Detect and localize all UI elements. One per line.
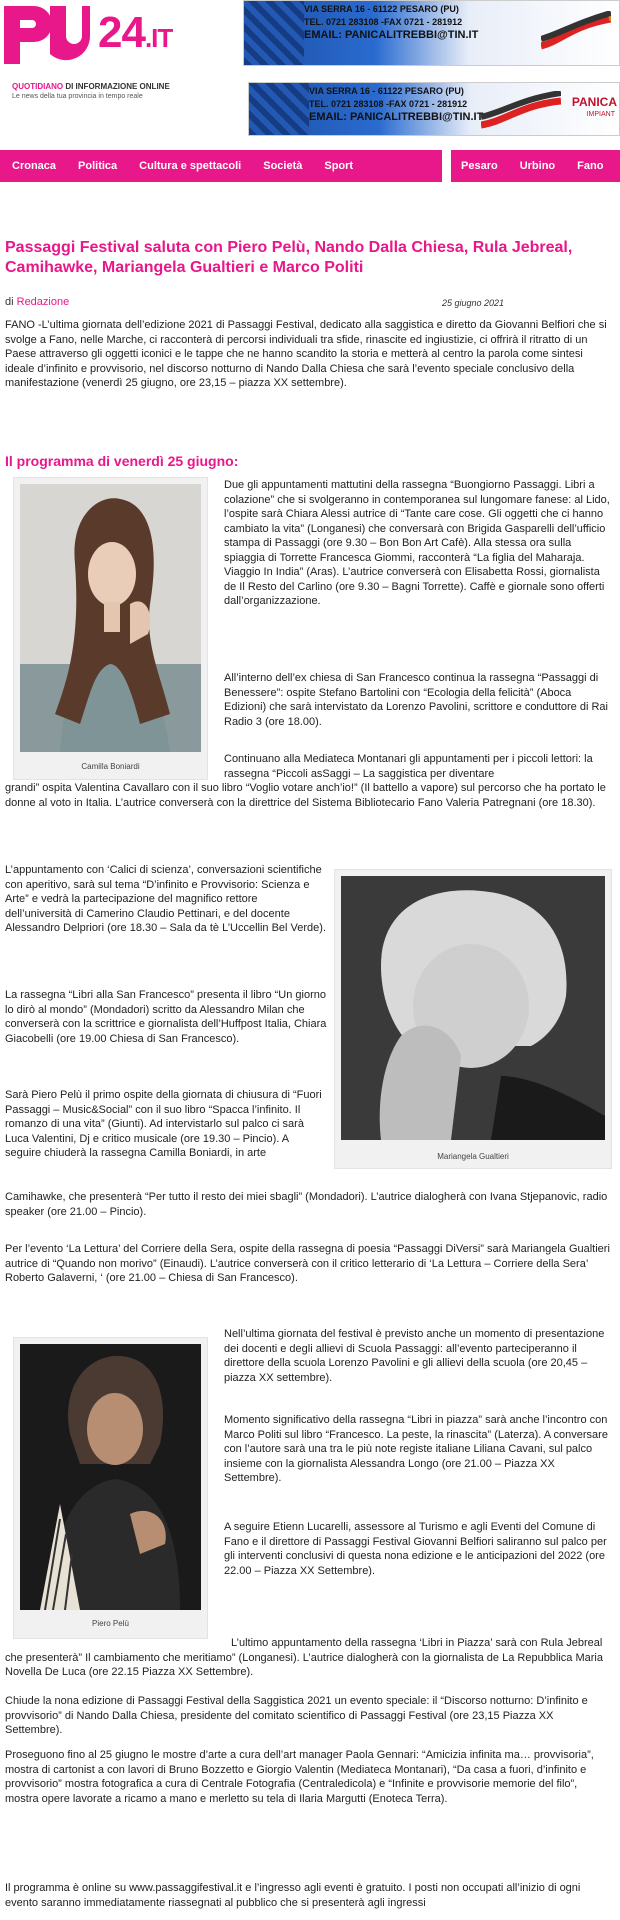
paragraph-jebreal: L’ultimo appuntamento della rassegna ‘Libri in Piazza’ sarà con Rula Jebreal che presenterà” Il cambiamento che meritiamo” (Longanesi). L’autrice dialogherà con la giornalista de La Repubblica Maria Novella De Luca (ore 22.15 Piazza XX Settembre). xyxy=(5,1637,603,1678)
article-byline: di Redazione xyxy=(5,296,70,308)
portrait-camilla-image[interactable] xyxy=(20,484,201,752)
paragraph-benessere: All’interno dell’ex chiesa di San Francesco continua la rassegna “Passaggi di Benessere”: ospite Stefano Bartolini con “Ecologia della felicità” (Aboca Edizioni) che sarà intervistato da Lorenzo Pavolini, scrittore e conduttore di Rai Radio 3 (ore 18.00). xyxy=(224,672,608,728)
nav-item-pesaro[interactable]: Pesaro xyxy=(461,160,498,172)
section-heading: Il programma di venerdì 25 giugno: xyxy=(5,453,239,469)
nav-item-fano[interactable]: Fano xyxy=(577,160,604,172)
paragraph-chiude: Chiude la nona edizione di Passaggi Festival della Saggistica 2021 un evento speciale: il “Discorso notturno: D’infinito e provvisorio” di Nando Dalla Chiesa, presidente del comitato scientifico di Passaggi Festival (ore 23,15 Piazza XX Settembre). xyxy=(5,1695,588,1736)
solar-panel-image xyxy=(244,1,304,65)
paragraph-san-francesco: La rassegna “Libri alla San Francesco” presenta il libro “Un giorno lo dirò al mondo” (Mondadori) scritto da Alessandro Milan che converserà con la scrittrice e giornalista dell’Huffpost Italia, Chiara Giacobelli (ore 19.00 Chiesa di San Francesco). xyxy=(5,989,327,1045)
article-date: 25 giugno 2021 xyxy=(442,298,505,308)
site-logo[interactable] xyxy=(0,0,240,80)
banner-ad-second[interactable] xyxy=(248,82,620,136)
nav-item-societa[interactable]: Società xyxy=(263,160,303,172)
figure-mariangela xyxy=(334,869,612,1169)
nav-cities xyxy=(451,150,620,182)
portrait-mariangela-image[interactable] xyxy=(341,876,605,1140)
nav-categories xyxy=(0,150,442,182)
nav-item-sport[interactable]: Sport xyxy=(324,160,354,172)
nav-item-cronaca[interactable]: Cronaca xyxy=(12,160,57,172)
ad-text: VIA SERRA 16 - 61122 PESARO (PU) TEL. 0721 283108 -FAX 0721 - 281912 EMAIL: PANICALITREBBI@TIN.IT xyxy=(309,86,484,123)
paragraph-scuola: Nell’ultima giornata del festival è previsto anche un momento di presentazione dei docenti e degli allievi di Scuola Passaggi: all’evento parteciperanno il direttore della scuola Lorenzo Pavolini e gli allievi della scuola (ore 20,45 – piazza XX settembre). xyxy=(224,1328,605,1384)
site-header xyxy=(0,0,620,148)
paragraph-fuori-b: Camihawke, che presenterà “Per tutto il resto dei miei sbagli” (Mondadori). L’autrice dialogherà con Ivana Stjepanovic, radio speaker (ore 21.00 – Pincio). xyxy=(5,1191,608,1218)
banner-ad-top[interactable] xyxy=(243,0,620,66)
ad-text: VIA SERRA 16 - 61122 PESARO (PU) TEL. 0721 283108 -FAX 0721 - 281912 EMAIL: PANICALITREBBI@TIN.IT xyxy=(304,4,479,41)
main-nav xyxy=(0,150,620,182)
solar-panel-image xyxy=(249,83,309,135)
nav-item-politica[interactable]: Politica xyxy=(78,160,118,172)
paragraph-piccoli-b: grandi” ospita Valentina Cavallaro con il suo libro “Voglio votare anch’io!” (Il battello a vapore) sul percorso che ha portato le donne al voto in Italia. L’autrice converserà con la direttrice del Sistema Bibliotecario Fano Valeria Patregnani (ore 18.30). xyxy=(5,782,606,809)
paragraph-piccoli-a: Continuano alla Mediateca Montanari gli appuntamenti per i piccoli lettori: la rassegna “Piccoli asSaggi – La saggistica per diventare xyxy=(224,753,593,780)
article-title: Passaggi Festival saluta con Piero Pelù, Nando Dalla Chiesa, Rula Jebreal, Camihawke, Mariangela Gualtieri e Marco Politi xyxy=(5,239,573,276)
paragraph-programma: Il programma è online su www.passaggifestival.it e l’ingresso agli eventi è gratuito. I posti non occupati all’inizio di ogni evento saranno immediatamente riassegnati al pubblico che si presenterà agli ingressi xyxy=(5,1882,581,1909)
figure-camilla xyxy=(13,477,208,780)
nav-item-urbino[interactable]: Urbino xyxy=(519,160,556,172)
logo-mark-icon xyxy=(0,0,90,68)
figure-piero xyxy=(13,1337,208,1639)
paragraph-lucarelli: A seguire Etienn Lucarelli, assessore al Turismo e agli Eventi del Comune di Fano e il direttore di Passaggi Festival Giovanni Belfiori saliranno sul palco per gli interventi conclusivi di questa nona edizione e le anticipazioni del 2022 (ore 22.00 – Piazza XX Settembre). xyxy=(224,1521,607,1577)
site-subtagline: Le news della tua provincia in tempo reale xyxy=(12,93,143,100)
paragraph-politi: Momento significativo della rassegna “Libri in piazza” sarà anche l’incontro con Marco Politi sul libro “Francesco. La peste, la rinascita” (Laterza). A conversare con l’autore sarà una tra le più note registe italiane Liliana Cavani, sul palco insieme con la giornalista Alessandra Longo (ore 21.00 – Piazza XX Settembre). xyxy=(224,1414,608,1484)
caption-mariangela: Mariangela Gualtieri xyxy=(437,1152,509,1161)
cables-image xyxy=(541,11,611,51)
ad-brand-sub: IMPIANT xyxy=(586,111,615,118)
paragraph-lettura: Per l’evento ‘La Lettura’ del Corriere della Sera, ospite della rassegna di poesia “Passaggi DiVersi” sarà Mariangela Gualtieri autrice di “Quando non morivo” (Einaudi). L’autrice converserà con il critico letterario di ‘La Lettura – Corriere della Sera’ Roberto Galaverni, ‘ (ore 21.00 – Chiesa di San Francesco). xyxy=(5,1243,610,1284)
site-tagline: QUOTIDIANO DI INFORMAZIONE ONLINE xyxy=(12,82,170,91)
paragraph-fuori-a: Sarà Piero Pelù il primo ospite della giornata di chiusura di “Fuori Passaggi – Music&Social” con il suo libro “Spacca l’infinito. Il romanzo di una vita” (Giunti). Ad intervistarlo sul palco ci sarà Luca Valentini, Dj e critico musicale (ore 19.30 – Pincio). A seguire chiuderà la rassegna Camilla Boniardi, in arte xyxy=(5,1089,322,1159)
caption-piero: Piero Pelù xyxy=(92,1619,129,1628)
portrait-piero-image[interactable] xyxy=(20,1344,201,1610)
paragraph-calici: L’appuntamento con ‘Calici di scienza’, conversazioni scientifiche con aperitivo, sarà sul tema “D’infinito e Provvisorio: Scienza e Arte” e vedrà la partecipazione del magnifico rettore dell’università di Camerino Claudio Pettinari, e del docente Alessandro Delpriori (ore 18.30 – Sala da tè L’Uccellin Bel Verde). xyxy=(5,864,327,934)
article-intro: FANO -L’ultima giornata dell’edizione 2021 di Passaggi Festival, dedicato alla saggistica e diretto da Giovanni Belfiori che si svolge a Fano, nelle Marche, ci racconterà di percorsi individuali tra sfide, rinascite ed ingiustizie, ci offrirà il ritratto di un Paese attraverso gli oggetti iconici e le tappe che ne hanno scandito la storia e metterà al centro la parola come sintesi ideale d’infinito e provvisorio, nel discorso notturno di Nando Dalla Chiesa che sarà l’evento speciale conclusivo della manifestazione (venerdì 25 giugno, ore 23,15 – piazza XX settembre). xyxy=(5,319,607,389)
nav-item-cultura[interactable]: Cultura e spettacoli xyxy=(139,160,242,172)
author-link[interactable]: Redazione xyxy=(16,296,70,308)
logo-text: 24.IT xyxy=(98,8,173,57)
ad-brand: PANICA xyxy=(571,95,617,109)
caption-camilla: Camilla Boniardi xyxy=(81,762,140,771)
cables-image xyxy=(481,91,561,131)
paragraph-buongiorno: Due gli appuntamenti mattutini della rassegna “Buongiorno Passaggi. Libri a colazione” che si svolgeranno in contemporanea sul lungomare fanese: al Lido, l’ospite sarà Chiara Alessi autrice di “Tante care cose. Gli oggetti che ci hanno cambiato la vita” (Longanesi) che conversarà con Brigida Gasparelli dell’ufficio stampa di Passaggi (ore 9.30 – Bon Bon Art Cafè). Alla stessa ora sulla spiaggia di Torrette Francesca Giommi, racconterà “La figlia del Maharaja. Viaggio In India” (Aras). L’autrice converserà con Elisabetta Rossi, giornalista de Il Resto del Carlino (ore 9.30 – Bagni Torrette). Caffè e giornale sono offerti dall’organizzazione. xyxy=(224,479,610,607)
paragraph-mostre: Proseguono fino al 25 giugno le mostre d’arte a cura dell’art manager Paola Gennari: “Amicizia infinita ma… provvisoria”, mostra di cartonist a con lavori di Bruno Bozzetto e Giorgio Valentin (Mediateca Montanari), “Da casa a fuori, d’infinito e provvisorio” mostra fotografica a cura di Centrale Fotografia (Centraledicola) e “Infinite e provvisorie memorie del filo”, mostra opere lavorate a ricamo a mano e merletto su tela di Ilaria Margutti (Enoteca Terra). xyxy=(5,1749,594,1805)
